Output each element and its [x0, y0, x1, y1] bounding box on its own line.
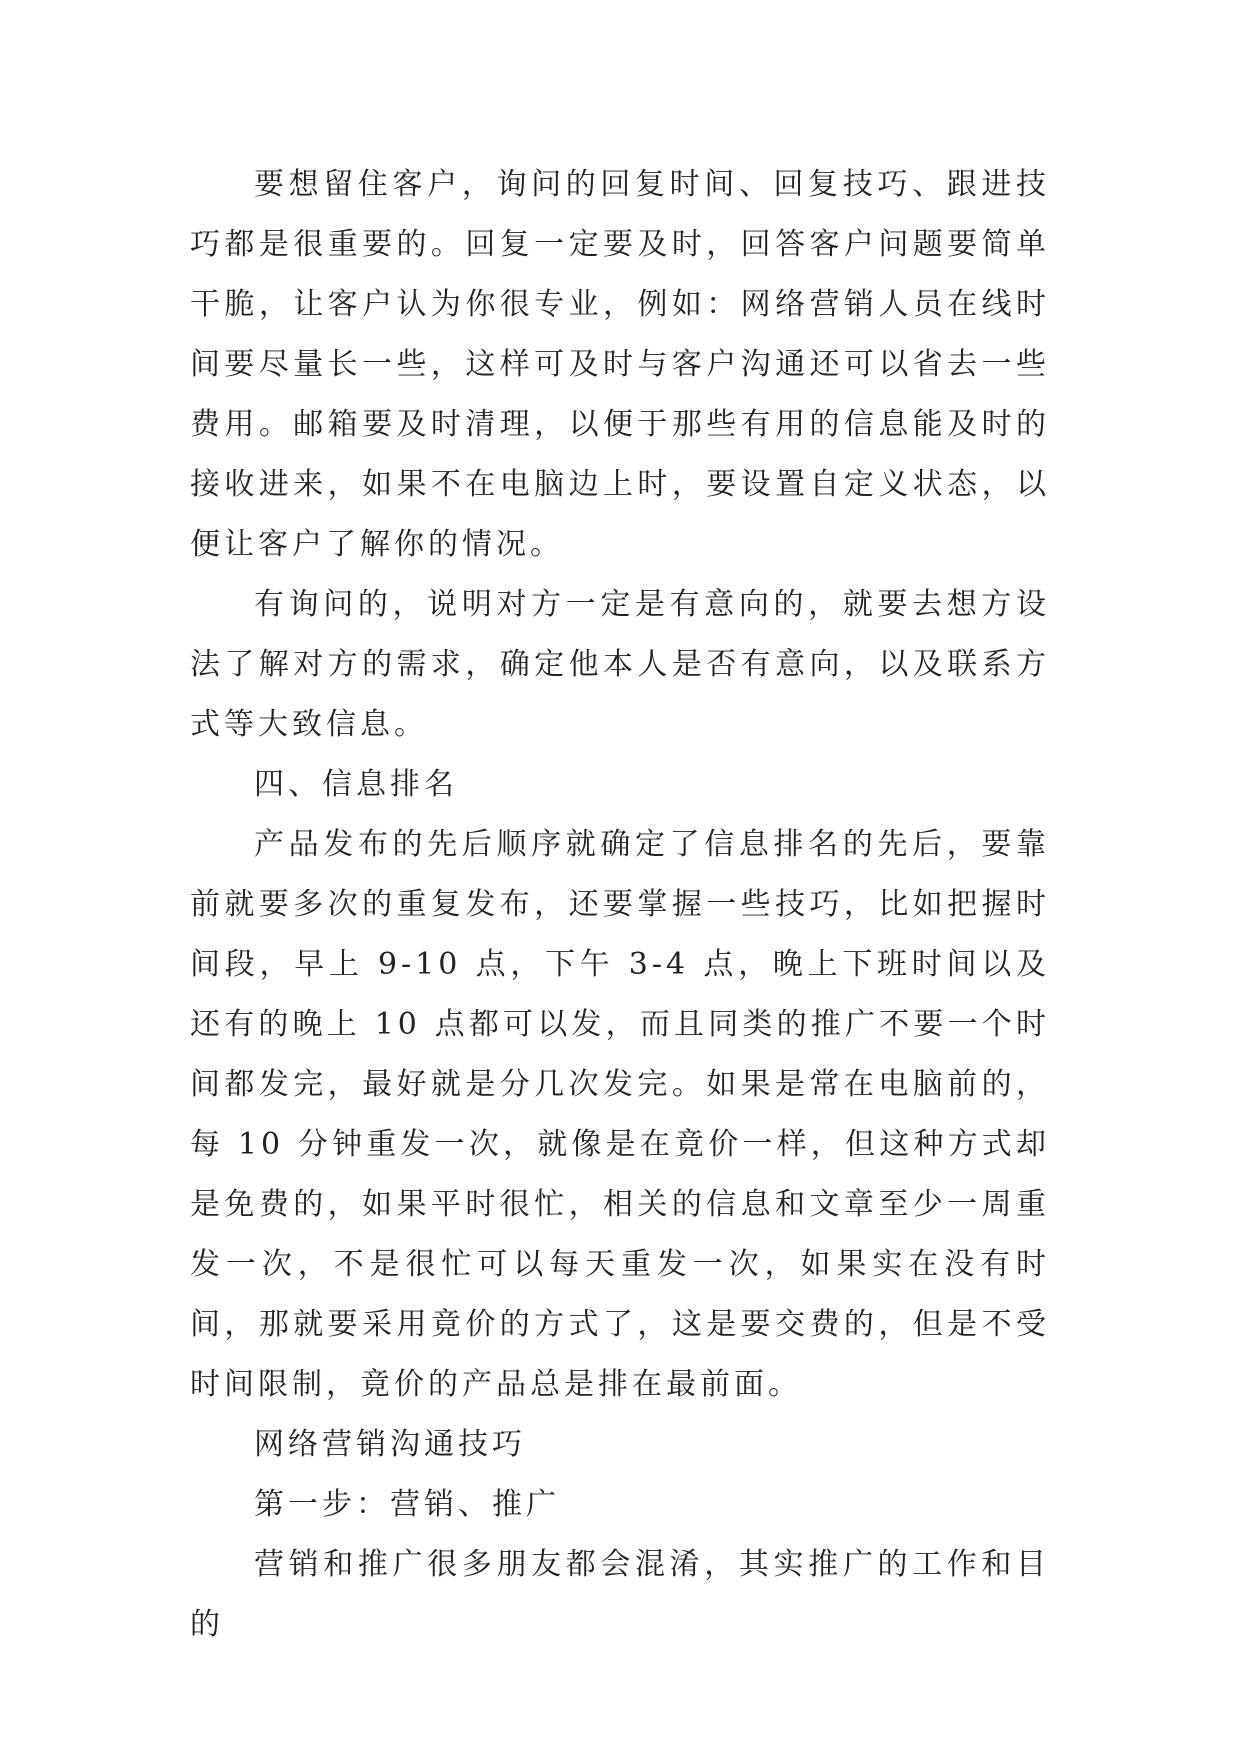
- paragraph-marketing: 营销和推广很多朋友都会混淆，其实推广的工作和目的: [190, 1547, 1050, 1642]
- section-heading-ranking: 四、信息排名: [254, 767, 458, 802]
- section-heading-communication: 网络营销沟通技巧: [254, 1427, 526, 1462]
- paragraph-ranking: 产品发布的先后顺序就确定了信息排名的先后，要靠前就要多次的重复发布，还要掌握一些技巧，比如把握时间段，早上 9-10 点，下午 3-4 点，晚上下班时间以及还有的晚上 10 点都可以发，而且同类的推广不要一个时间都发完，最好就是分几次发完。如果是常在电脑前的，每 10 分钟重发一次，就像是在竟价一样，但这种方式却是免费的，如果平时很忙，相关的信息和文章至少一周重发一次，不是很忙可以每天重发一次，如果实在没有时间，那就要采用竟价的方式了，这是要交费的，但是不受时间限制，竟价的产品总是排在最前面。: [190, 827, 1050, 1402]
- document-body: [190, 155, 1050, 1655]
- step-heading-marketing: 第一步：营销、推广: [254, 1487, 560, 1522]
- paragraph-inquiry: 有询问的，说明对方一定是有意向的，就要去想方设法了解对方的需求，确定他本人是否有意向，以及联系方式等大致信息。: [190, 587, 1050, 742]
- paragraph-reply-tips: 要想留住客户，询问的回复时间、回复技巧、跟进技巧都是很重要的。回复一定要及时，回答客户问题要简单干脆，让客户认为你很专业，例如：网络营销人员在线时间要尽量长一些，这样可及时与客户沟通还可以省去一些费用。邮箱要及时清理，以便于那些有用的信息能及时的接收进来，如果不在电脑边上时，要设置自定义状态，以便让客户了解你的情况。: [190, 167, 1050, 562]
